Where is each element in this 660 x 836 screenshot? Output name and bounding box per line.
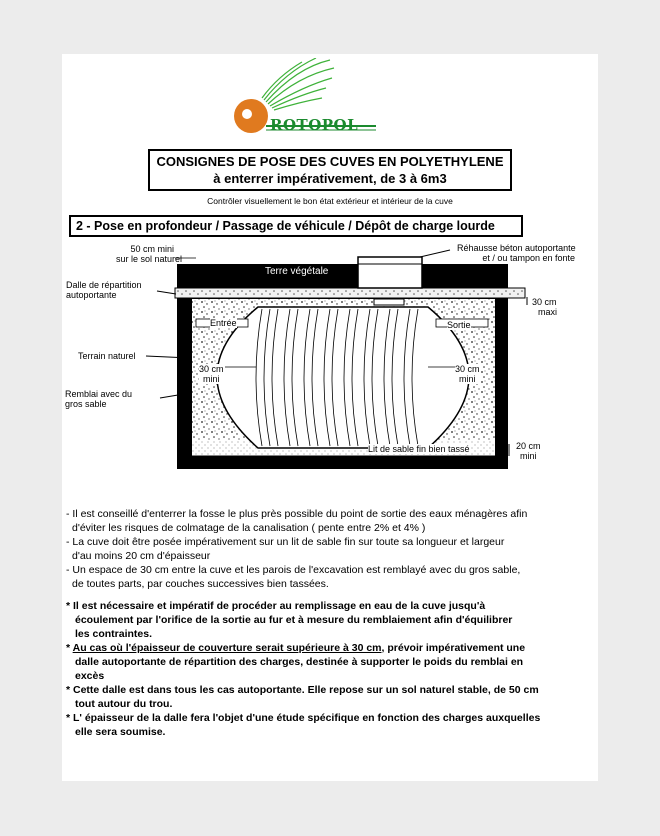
label-sortie: Sortie: [447, 320, 471, 330]
concrete-riser: [358, 257, 422, 288]
label-remblai-line1: Remblai avec du: [65, 389, 133, 399]
section-heading: 2 - Pose en profondeur / Passage de véhicule / Dépôt de charge lourde: [69, 215, 523, 237]
label-entree: Entrée: [210, 318, 237, 328]
label-remblai: [65, 389, 132, 409]
label-lit-sable: Lit de sable fin bien tassé: [368, 444, 470, 454]
note-1-line2: écoulement par l'orifice de la sortie au fur et à mesure du remblaiement afin d'équilibrer: [75, 614, 513, 626]
label-30left-line1: 30 cm: [199, 364, 224, 374]
label-30left-line2: mini: [203, 374, 220, 384]
label-rehausse: [457, 243, 575, 263]
important-notes: [66, 600, 596, 740]
label-30right-line1: 30 cm: [455, 364, 480, 374]
instructions-list: [66, 507, 596, 591]
bullet-2-line2: d'au moins 20 cm d'épaisseur: [72, 550, 211, 562]
bullet-3-line1: - Un espace de 30 cm entre la cuve et les parois de l'excavation est remblayé avec du gros sable,: [66, 564, 521, 576]
note-4-line2: elle sera soumise.: [75, 726, 166, 738]
label-rehausse-line2: et / ou tampon en fonte: [482, 253, 575, 263]
brand-name: ROTOPOL: [270, 116, 359, 134]
label-50cm-line2: sur le sol naturel: [116, 254, 183, 264]
note-2-rest: , prévoir impérativement une: [381, 642, 526, 654]
load-slab: [175, 288, 525, 298]
label-30cm-left: [199, 364, 224, 384]
title-line-2: à enterrer impérativement, de 3 à 6m3: [213, 171, 447, 186]
label-dalle-line2: autoportante: [66, 290, 117, 300]
label-20-line1: 20 cm: [516, 441, 541, 451]
note-4-line1: * L' épaisseur de la dalle fera l'objet d'une étude spécifique en fonction des charges auxquelles: [66, 712, 541, 724]
label-50cm-line1: 50 cm mini: [130, 244, 174, 254]
label-terrain-naturel: Terrain naturel: [78, 351, 136, 361]
note-2-line1: [66, 642, 596, 655]
label-30right-line2: mini: [459, 374, 476, 384]
note-1-line1: * Il est nécessaire et impératif de procéder au remplissage en eau de la cuve jusqu'à: [66, 600, 486, 612]
subtitle: Contrôler visuellement le bon état extérieur et intérieur de la cuve: [207, 196, 453, 206]
bullet-1-line2: d'éviter les risques de colmatage de la canalisation ( pente entre 2% et 4% ): [72, 522, 426, 534]
note-2-prefix: *: [66, 642, 73, 654]
note-3-line2: tout autour du trou.: [75, 698, 173, 710]
label-rehausse-line1: Réhausse béton autoportante: [457, 243, 576, 253]
label-terre-vegetale: Terre végétale: [265, 266, 329, 277]
bullet-1-line1: - Il est conseillé d'enterrer la fosse le plus près possible du point de sortie des eaux ménagères afin: [66, 508, 528, 520]
label-20-line2: mini: [520, 451, 537, 461]
label-remblai-line2: gros sable: [65, 399, 107, 409]
label-50cm: [116, 244, 183, 264]
note-3-line1: * Cette dalle est dans tous les cas autoportante. Elle repose sur un sol naturel stable, de 50 cm: [66, 684, 539, 696]
label-30cm-maxi: [532, 297, 557, 317]
note-1-line3: les contraintes.: [75, 628, 153, 640]
label-dalle: [66, 280, 142, 300]
note-2-line2: dalle autoportante de répartition des charges, destinée à supporter le poids du remblai en: [75, 656, 524, 668]
bullet-3-line2: de toutes parts, par couches successives bien tassées.: [72, 578, 329, 590]
label-20cm-mini: [516, 441, 541, 461]
label-30cm-right: [455, 364, 480, 384]
label-30max-line1: 30 cm: [532, 297, 557, 307]
tank: [217, 299, 469, 448]
note-2-underlined: Au cas où l'épaisseur de couverture serait supérieure à 30 cm: [72, 642, 382, 654]
bullet-2-line1: - La cuve doit être posée impérativement sur un lit de sable fin sur toute sa longueur et largeur: [66, 536, 505, 548]
label-30max-line2: maxi: [538, 307, 558, 317]
title-line-1: CONSIGNES DE POSE DES CUVES EN POLYETHYLENE: [156, 154, 504, 169]
label-dalle-line1: Dalle de répartition: [66, 280, 142, 290]
note-2-line3: excès: [75, 670, 105, 682]
